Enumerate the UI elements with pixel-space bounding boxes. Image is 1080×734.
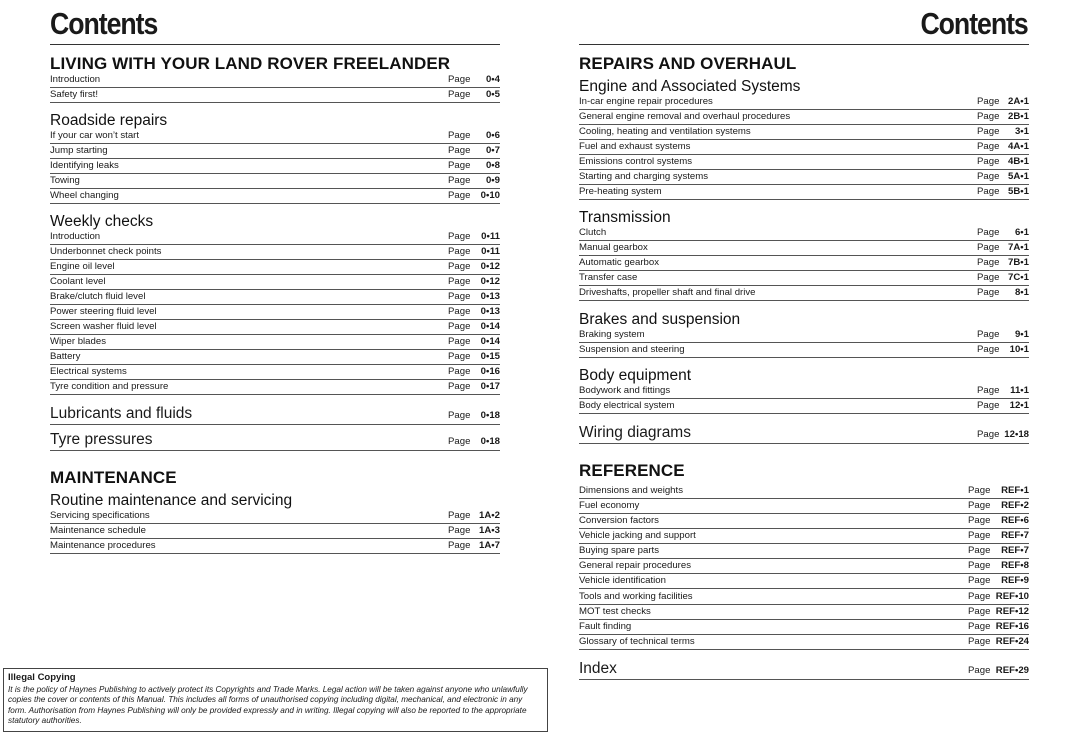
illegal-copying-notice xyxy=(3,668,548,732)
toc-page-word: Page xyxy=(968,665,991,676)
toc-page-number: 7C•1 xyxy=(1008,272,1029,283)
toc-page-number: 0•11 xyxy=(481,231,500,242)
toc-page-word: Page xyxy=(968,606,991,617)
page-title-left: Contents xyxy=(50,6,158,41)
title-divider-left xyxy=(50,44,500,45)
toc-label: Wiring diagrams xyxy=(579,424,691,441)
toc-row[interactable] xyxy=(50,73,500,88)
toc-row[interactable] xyxy=(579,185,1029,200)
toc-page-word: Page xyxy=(968,621,991,632)
toc-page-number: 0•12 xyxy=(480,261,500,272)
toc-page-word: Page xyxy=(977,242,1000,253)
toc-row[interactable] xyxy=(579,286,1029,301)
toc-row[interactable] xyxy=(579,559,1029,574)
toc-page-number: 0•16 xyxy=(480,366,500,377)
toc-label: Wheel changing xyxy=(50,190,119,201)
toc-row[interactable] xyxy=(579,605,1029,620)
section-heading-repairs: REPAIRS AND OVERHAUL xyxy=(579,54,797,73)
title-divider-right xyxy=(579,44,1029,45)
toc-label: Maintenance procedures xyxy=(50,540,156,551)
toc-page-word: Page xyxy=(977,111,1000,122)
toc-row[interactable] xyxy=(50,88,500,103)
toc-row[interactable] xyxy=(50,509,500,524)
toc-label: Fault finding xyxy=(579,621,632,632)
toc-page-number: REF•1 xyxy=(1001,485,1029,496)
toc-page-number: 4B•1 xyxy=(1008,156,1029,167)
toc-page-word: Page xyxy=(977,287,1000,298)
toc-row[interactable] xyxy=(579,399,1029,414)
toc-page-number: 12•18 xyxy=(1004,429,1029,440)
toc-label: Dimensions and weights xyxy=(579,485,683,496)
toc-page-number: 7B•1 xyxy=(1008,257,1029,268)
toc-page-word: Page xyxy=(448,145,471,156)
toc-label: Safety first! xyxy=(50,89,98,100)
toc-page-number: REF•12 xyxy=(995,606,1029,617)
toc-page-number: 6•1 xyxy=(1014,227,1029,238)
toc-page-number: REF•7 xyxy=(1001,530,1029,541)
toc-label: Braking system xyxy=(579,329,645,340)
toc-label: Driveshafts, propeller shaft and final drive xyxy=(579,287,756,298)
toc-page-word: Page xyxy=(977,400,1000,411)
toc-row[interactable] xyxy=(50,260,500,275)
toc-row-wiring[interactable] xyxy=(579,424,1029,444)
toc-label: Battery xyxy=(50,351,81,362)
toc-page-word: Page xyxy=(448,291,471,302)
toc-page-word: Page xyxy=(448,321,471,332)
toc-row[interactable] xyxy=(50,305,500,320)
section-heading-reference: REFERENCE xyxy=(579,461,685,480)
toc-page-word: Page xyxy=(977,329,1000,340)
toc-page-word: Page xyxy=(968,485,991,496)
toc-page-number: REF•8 xyxy=(1001,560,1029,571)
toc-page-number: 1A•7 xyxy=(479,540,500,551)
toc-page-word: Page xyxy=(448,160,471,171)
toc-page-word: Page xyxy=(448,436,471,447)
subsection-heading-brakes: Brakes and suspension xyxy=(579,311,741,328)
toc-row[interactable] xyxy=(50,539,500,554)
toc-label: Introduction xyxy=(50,231,101,242)
toc-page-word: Page xyxy=(968,636,991,647)
toc-row[interactable] xyxy=(579,125,1029,140)
toc-label: Fuel and exhaust systems xyxy=(579,141,691,152)
toc-row[interactable] xyxy=(579,384,1029,399)
toc-page-word: Page xyxy=(968,530,991,541)
toc-row[interactable] xyxy=(50,189,500,204)
toc-page-number: 0•14 xyxy=(480,336,500,347)
toc-page-number: 5B•1 xyxy=(1008,186,1029,197)
toc-page-word: Page xyxy=(977,257,1000,268)
toc-row[interactable] xyxy=(50,524,500,539)
toc-page-number: 12•1 xyxy=(1009,400,1029,411)
toc-label: In-car engine repair procedures xyxy=(579,96,713,107)
toc-label: Screen washer fluid level xyxy=(50,321,157,332)
subsection-heading-engine: Engine and Associated Systems xyxy=(579,78,801,95)
toc-label: Bodywork and fittings xyxy=(579,385,671,396)
toc-label: Index xyxy=(579,660,617,677)
toc-page-number: REF•16 xyxy=(995,621,1029,632)
toc-row[interactable] xyxy=(50,275,500,290)
toc-row[interactable] xyxy=(579,328,1029,343)
toc-page-word: Page xyxy=(977,156,1000,167)
toc-page-word: Page xyxy=(448,366,471,377)
toc-label: Suspension and steering xyxy=(579,344,685,355)
toc-page-word: Page xyxy=(977,227,1000,238)
toc-page-word: Page xyxy=(448,261,471,272)
page-title-right: Contents xyxy=(920,6,1028,41)
toc-page-number: 0•18 xyxy=(480,410,500,421)
toc-page-word: Page xyxy=(977,141,1000,152)
toc-page-word: Page xyxy=(448,306,471,317)
toc-page-word: Page xyxy=(968,515,991,526)
subsection-heading-transmission: Transmission xyxy=(579,209,671,226)
toc-page-word: Page xyxy=(968,591,991,602)
toc-row[interactable] xyxy=(50,290,500,305)
toc-label: Engine oil level xyxy=(50,261,115,272)
toc-page-number: 1A•2 xyxy=(479,510,500,521)
subsection-heading-body: Body equipment xyxy=(579,367,692,384)
toc-row[interactable] xyxy=(579,241,1029,256)
toc-page-word: Page xyxy=(448,381,471,392)
toc-label: General engine removal and overhaul procedures xyxy=(579,111,791,122)
toc-page-number: 1A•3 xyxy=(479,525,500,536)
toc-label: Power steering fluid level xyxy=(50,306,157,317)
toc-page-number: 2B•1 xyxy=(1008,111,1029,122)
toc-label: Maintenance schedule xyxy=(50,525,147,536)
toc-row-tyre-pressures[interactable] xyxy=(50,431,500,451)
toc-page-word: Page xyxy=(968,545,991,556)
toc-page-number: 3•1 xyxy=(1014,126,1029,137)
toc-row[interactable] xyxy=(579,155,1029,170)
toc-row[interactable] xyxy=(579,256,1029,271)
toc-row-lubricants[interactable] xyxy=(50,405,500,425)
toc-row[interactable] xyxy=(579,170,1029,185)
toc-page-number: REF•6 xyxy=(1001,515,1029,526)
toc-page-word: Page xyxy=(448,130,471,141)
toc-page-word: Page xyxy=(968,500,991,511)
toc-page-word: Page xyxy=(448,351,471,362)
toc-page-number: 10•1 xyxy=(1009,344,1029,355)
toc-page-number: REF•10 xyxy=(995,591,1029,602)
toc-row[interactable] xyxy=(50,159,500,174)
toc-label: Electrical systems xyxy=(50,366,127,377)
toc-label: Manual gearbox xyxy=(579,242,648,253)
toc-page-number: 0•14 xyxy=(480,321,500,332)
toc-row-index[interactable] xyxy=(579,660,1029,680)
toc-label: Jump starting xyxy=(50,145,108,156)
toc-row[interactable] xyxy=(50,129,500,144)
toc-label: Wiper blades xyxy=(50,336,106,347)
toc-row[interactable] xyxy=(579,574,1029,589)
toc-label: Vehicle jacking and support xyxy=(579,530,696,541)
toc-page-word: Page xyxy=(448,510,471,521)
toc-row[interactable] xyxy=(50,230,500,245)
toc-label: MOT test checks xyxy=(579,606,651,617)
subsection-heading-routine: Routine maintenance and servicing xyxy=(50,492,293,509)
toc-row[interactable] xyxy=(50,320,500,335)
toc-page-word: Page xyxy=(968,575,991,586)
toc-page-word: Page xyxy=(977,96,1000,107)
toc-page-number: 11•1 xyxy=(1010,385,1029,396)
toc-label: Glossary of technical terms xyxy=(579,636,695,647)
toc-label: If your car won’t start xyxy=(50,130,140,141)
toc-page-word: Page xyxy=(977,344,1000,355)
toc-label: Body electrical system xyxy=(579,400,675,411)
section-heading-maintenance: MAINTENANCE xyxy=(50,468,177,487)
toc-row[interactable] xyxy=(579,95,1029,110)
toc-page-number: 4A•1 xyxy=(1008,141,1029,152)
toc-page-number: 5A•1 xyxy=(1008,171,1029,182)
toc-page-number: 0•8 xyxy=(485,160,500,171)
toc-label: Coolant level xyxy=(50,276,106,287)
toc-label: Underbonnet check points xyxy=(50,246,162,257)
toc-page-word: Page xyxy=(977,186,1000,197)
subsection-heading-roadside: Roadside repairs xyxy=(50,112,168,129)
toc-label: Starting and charging systems xyxy=(579,171,709,182)
toc-page-word: Page xyxy=(977,171,1000,182)
subsection-heading-weekly: Weekly checks xyxy=(50,213,154,230)
toc-label: Towing xyxy=(50,175,80,186)
toc-page-number: 0•13 xyxy=(480,291,500,302)
toc-label: Vehicle identification xyxy=(579,575,666,586)
toc-page-word: Page xyxy=(977,429,1000,440)
toc-row[interactable] xyxy=(50,335,500,350)
toc-page-number: 0•6 xyxy=(485,130,500,141)
toc-label: Automatic gearbox xyxy=(579,257,659,268)
notice-body: It is the policy of Haynes Publishing to actively protect its Copyrights and Trade Marks. Legal action will be taken against anyone who unlawfully copies the cover or contents of this Manual. This includes all forms of unauthorised copying including digital, mechanical, and electronic in any form. Authorisation from Haynes Publishing will only be provided expressly and in writing. Illegal copying will also be reported to the appropriate statutory authorities. xyxy=(8,685,528,725)
toc-page-word: Page xyxy=(977,272,1000,283)
toc-label: Brake/clutch fluid level xyxy=(50,291,146,302)
toc-page-word: Page xyxy=(448,336,471,347)
toc-label: Cooling, heating and ventilation systems xyxy=(579,126,751,137)
toc-label: General repair procedures xyxy=(579,560,691,571)
toc-page-number: 0•7 xyxy=(485,145,500,156)
toc-label: Fuel economy xyxy=(579,500,640,511)
toc-page-number: 0•13 xyxy=(480,306,500,317)
toc-page-number: 0•12 xyxy=(480,276,500,287)
toc-row[interactable] xyxy=(579,271,1029,286)
toc-page-word: Page xyxy=(448,276,471,287)
toc-row[interactable] xyxy=(50,144,500,159)
toc-page-word: Page xyxy=(448,525,471,536)
toc-row[interactable] xyxy=(579,635,1029,650)
toc-label: Tools and working facilities xyxy=(579,591,693,602)
toc-label: Buying spare parts xyxy=(579,545,659,556)
toc-page-number: 0•4 xyxy=(485,74,500,85)
toc-page-number: REF•2 xyxy=(1001,500,1029,511)
toc-row[interactable] xyxy=(579,529,1029,544)
toc-row[interactable] xyxy=(579,499,1029,514)
toc-page-number: 0•10 xyxy=(480,190,500,201)
toc-page-number: 0•18 xyxy=(480,436,500,447)
toc-page-word: Page xyxy=(448,89,471,100)
toc-page-number: 0•17 xyxy=(480,381,500,392)
toc-page-word: Page xyxy=(448,540,471,551)
toc-page-word: Page xyxy=(448,74,471,85)
toc-row[interactable] xyxy=(579,343,1029,358)
toc-page-number: 8•1 xyxy=(1014,287,1029,298)
toc-row[interactable] xyxy=(579,226,1029,241)
toc-label: Transfer case xyxy=(579,272,638,283)
toc-label: Identifying leaks xyxy=(50,160,119,171)
toc-row[interactable] xyxy=(579,514,1029,529)
toc-row[interactable] xyxy=(50,245,500,260)
toc-page-number: 0•5 xyxy=(485,89,500,100)
toc-row[interactable] xyxy=(579,544,1029,559)
toc-page-number: REF•29 xyxy=(995,665,1029,676)
toc-label: Tyre condition and pressure xyxy=(50,381,169,392)
toc-row[interactable] xyxy=(579,484,1029,499)
toc-label: Servicing specifications xyxy=(50,510,150,521)
toc-row[interactable] xyxy=(579,620,1029,635)
toc-label: Emissions control systems xyxy=(579,156,693,167)
toc-row[interactable] xyxy=(50,365,500,380)
toc-label: Pre-heating system xyxy=(579,186,662,197)
section-heading-living: LIVING WITH YOUR LAND ROVER FREELANDER xyxy=(50,54,451,73)
toc-row[interactable] xyxy=(579,110,1029,125)
toc-page-number: 0•9 xyxy=(485,175,500,186)
notice-title: Illegal Copying xyxy=(8,672,76,683)
toc-page-number: 0•11 xyxy=(481,246,500,257)
toc-label: Clutch xyxy=(579,227,607,238)
toc-label: Introduction xyxy=(50,74,101,85)
toc-page-word: Page xyxy=(977,385,1000,396)
toc-page-number: 0•15 xyxy=(480,351,500,362)
toc-row[interactable] xyxy=(579,590,1029,605)
toc-page-word: Page xyxy=(448,175,471,186)
toc-page-word: Page xyxy=(448,190,471,201)
toc-page-number: REF•7 xyxy=(1001,545,1029,556)
toc-page-word: Page xyxy=(448,410,471,421)
toc-row[interactable] xyxy=(50,380,500,395)
toc-page-number: 2A•1 xyxy=(1008,96,1029,107)
toc-label: Lubricants and fluids xyxy=(50,405,193,422)
toc-row[interactable] xyxy=(50,350,500,365)
toc-label: Tyre pressures xyxy=(50,431,153,448)
toc-page-word: Page xyxy=(448,246,471,257)
toc-page-number: 7A•1 xyxy=(1008,242,1029,253)
toc-row[interactable] xyxy=(579,140,1029,155)
toc-label: Conversion factors xyxy=(579,515,659,526)
toc-row[interactable] xyxy=(50,174,500,189)
toc-page-word: Page xyxy=(448,231,471,242)
toc-page-number: 9•1 xyxy=(1014,329,1029,340)
toc-page-number: REF•9 xyxy=(1001,575,1029,586)
toc-page-word: Page xyxy=(977,126,1000,137)
toc-page-word: Page xyxy=(968,560,991,571)
toc-page-number: REF•24 xyxy=(995,636,1029,647)
